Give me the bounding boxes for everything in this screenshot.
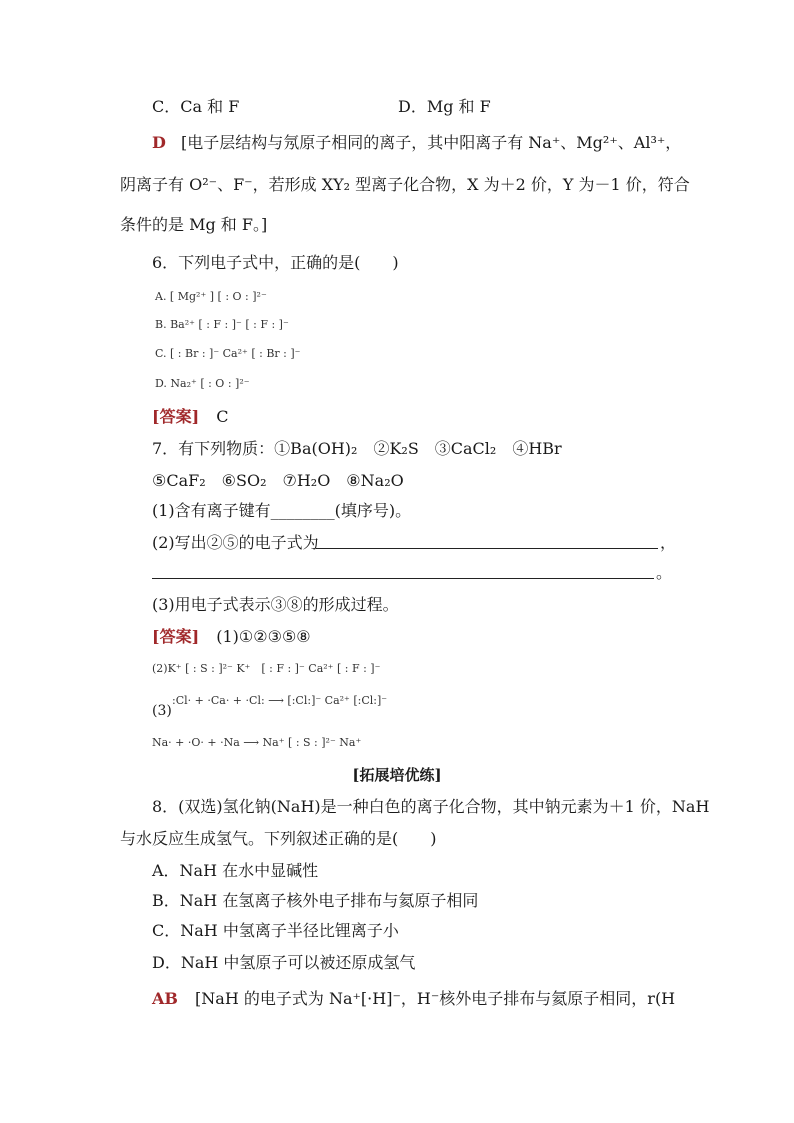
q6-option-c: C. [ : Br : ]⁻ Ca²⁺ [ : Br : ]⁻ <box>155 347 301 360</box>
q6-option-a: A. [ Mg²⁺ ] [ : O : ]²⁻ <box>155 290 267 303</box>
q8-option-b: B．NaH 在氢离子核外电子排布与氦原子相同 <box>152 891 479 910</box>
q6-answer-label: [答案] <box>152 407 200 426</box>
q6-stem: 6．下列电子式中，正确的是( ) <box>152 253 399 272</box>
q8-option-c: C．NaH 中氢离子半径比锂离子小 <box>152 921 399 940</box>
q7-part2-period: 。 <box>656 563 673 582</box>
q7-answer2: (2)K⁺ [ : S : ]²⁻ K⁺ [ : F : ]⁻ Ca²⁺ [ : F : ]⁻ <box>152 662 381 675</box>
q7-part2-line <box>152 532 319 554</box>
q7-answer3-na: Na· + ·O· + ·Na ⟶ Na⁺ [ : S : ]²⁻ Na⁺ <box>152 736 362 749</box>
q7-part2-blank-1 <box>316 548 658 549</box>
q7-answer1: (1)①②③⑤⑧ <box>216 627 311 646</box>
q7-answer-label: [答案] <box>152 627 200 646</box>
q5-answer-line1 <box>152 132 681 154</box>
q8-option-d: D．NaH 中氢原子可以被还原成氢气 <box>152 953 416 972</box>
q7-part1: (1)含有离子键有________(填序号)。 <box>152 501 412 520</box>
q8-stem2: 与水反应生成氢气。下列叙述正确的是( ) <box>120 829 437 848</box>
q7-answer3-cl: :Cl· + ·Ca· + ·Cl: ⟶ [:Cl:]⁻ Ca²⁺ [:Cl:]⁻ <box>172 694 388 707</box>
q5-answer-text1: [电子层结构与氖原子相同的离子，其中阳离子有 Na⁺、Mg²⁺、Al³⁺， <box>180 133 682 152</box>
q5-option-d: D．Mg 和 F <box>398 97 491 116</box>
q6-answer-line <box>152 406 229 428</box>
q8-option-a: A．NaH 在水中显碱性 <box>152 861 319 880</box>
q7-part2-text: (2)写出②⑤的电子式为 <box>152 533 319 552</box>
q7-part3: (3)用电子式表示③⑧的形成过程。 <box>152 595 399 614</box>
q5-answer-line3: 条件的是 Mg 和 F。] <box>120 215 268 234</box>
section-title: [拓展培优练] <box>352 766 442 784</box>
q7-answer-line1 <box>152 626 311 648</box>
q7-part2-comma: ， <box>660 533 677 552</box>
q7-stem2: ⑤CaF₂ ⑥SO₂ ⑦H₂O ⑧Na₂O <box>152 471 404 490</box>
q5-answer-letter: D <box>152 133 166 152</box>
q8-answer-text: [NaH 的电子式为 Na⁺[·H]⁻，H⁻核外电子排布与氦原子相同，r(H <box>195 989 676 1008</box>
q8-answer-line <box>152 988 675 1010</box>
q6-answer: C <box>216 407 229 426</box>
q5-answer-line2: 阴离子有 O²⁻、F⁻，若形成 XY₂ 型离子化合物，X 为＋2 价，Y 为－1 价，符合 <box>120 175 690 194</box>
q8-stem1: 8．(双选)氢化钠(NaH)是一种白色的离子化合物，其中钠元素为＋1 价，NaH <box>152 797 710 816</box>
q7-answer3-label: (3) <box>152 703 172 719</box>
q7-part2-blank-2 <box>152 578 654 579</box>
q6-option-d: D. Na₂⁺ [ : O : ]²⁻ <box>155 377 250 390</box>
q5-option-c: C．Ca 和 F <box>152 97 240 116</box>
q8-answer-letter: AB <box>152 989 178 1008</box>
q6-option-b: B. Ba²⁺ [ : F : ]⁻ [ : F : ]⁻ <box>155 318 289 331</box>
q7-stem: 7．有下列物质：①Ba(OH)₂ ②K₂S ③CaCl₂ ④HBr <box>152 439 562 458</box>
